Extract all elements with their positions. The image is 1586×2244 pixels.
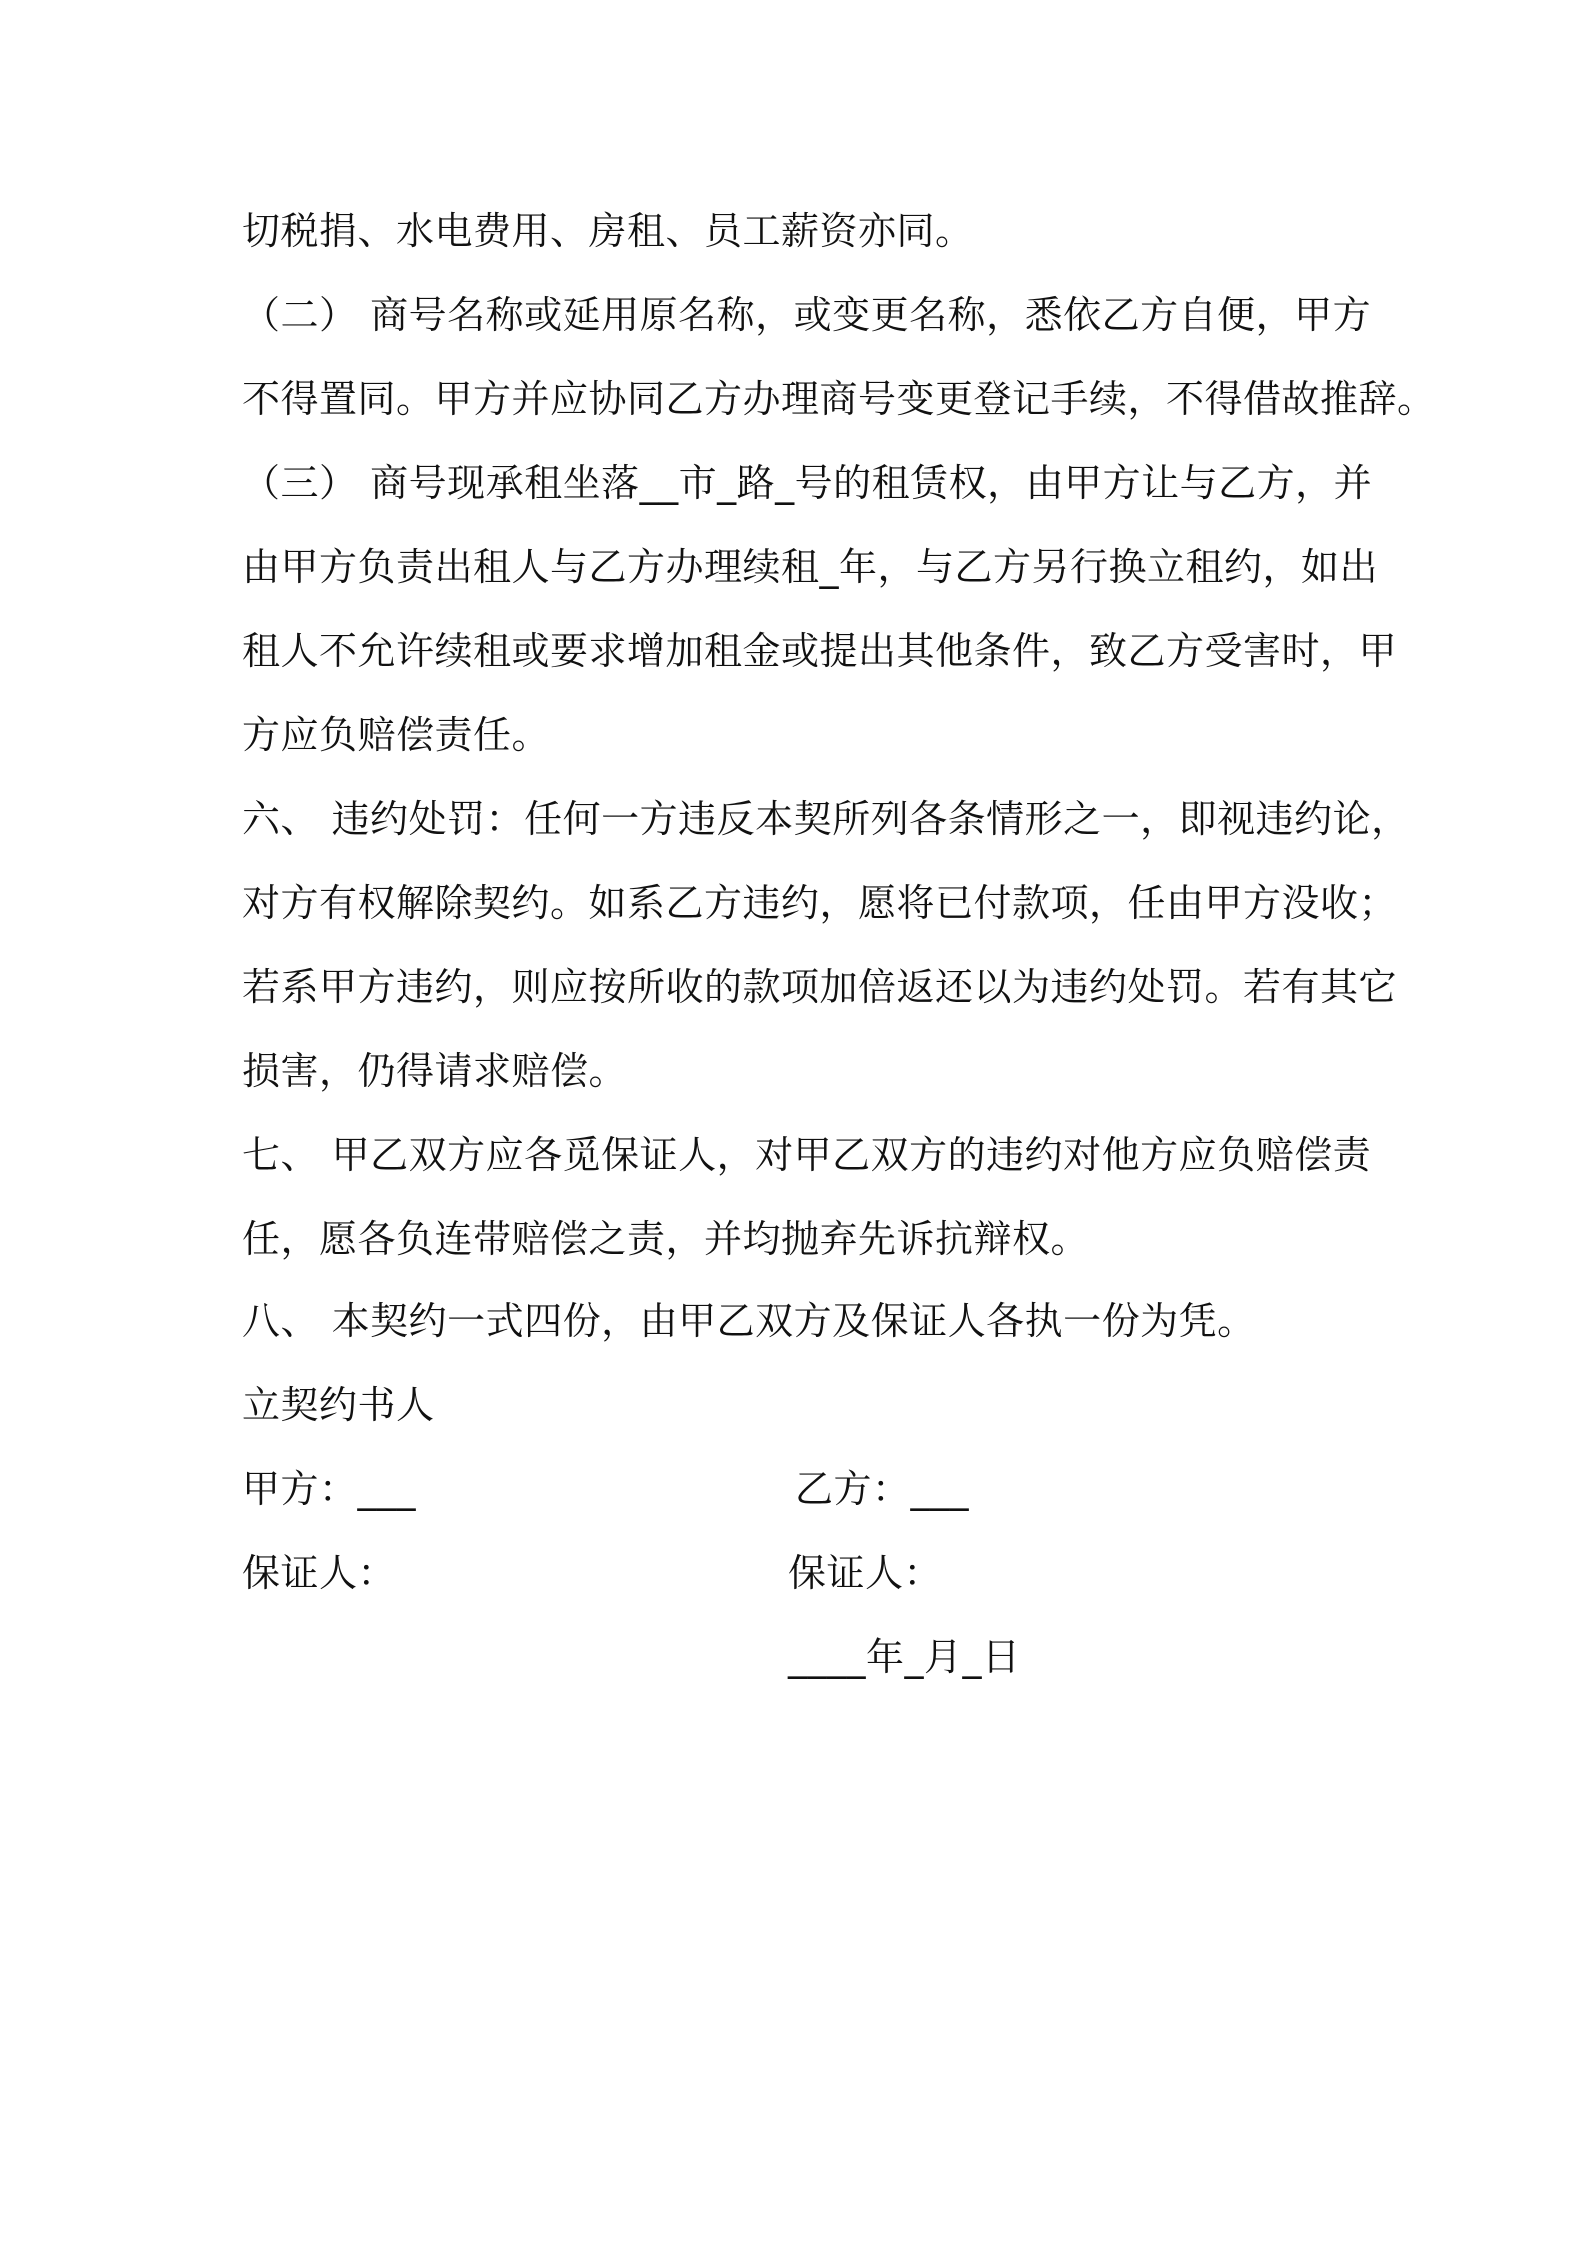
paragraph-line-9: 对方有权解除契约。如系乙方违约，愿将已付款项，任由甲方没收； bbox=[242, 881, 1398, 925]
paragraph-line-2: （二） 商号名称或延用原名称，或变更名称，悉依乙方自便，甲方 bbox=[242, 293, 1372, 337]
paragraph-line-5: 由甲方负责出租人与乙方办理续租_年，与乙方另行换立租约，如出 bbox=[242, 545, 1379, 589]
paragraph-line-10: 若系甲方违约，则应按所收的款项加倍返还以为违约处罚。若有其它 bbox=[242, 965, 1398, 1009]
paragraph-line-1: 切税捐、水电费用、房租、员工薪资亦同。 bbox=[242, 209, 974, 253]
paragraph-line-6: 租人不允许续租或要求增加租金或提出其他条件，致乙方受害时，甲 bbox=[242, 629, 1398, 673]
party-b-signature: 乙方：___ bbox=[795, 1467, 970, 1511]
paragraph-line-4: （三） 商号现承租坐落__市_路_号的租赁权，由甲方让与乙方，并 bbox=[242, 461, 1373, 505]
paragraph-line-7: 方应负赔偿责任。 bbox=[242, 713, 551, 757]
paragraph-line-8: 六、 违约处罚：任何一方违反本契所列各条情形之一，即视违约论， bbox=[242, 797, 1410, 841]
guarantor-left: 保证人： bbox=[242, 1551, 397, 1595]
party-a-signature: 甲方：___ bbox=[242, 1467, 417, 1511]
paragraph-line-13: 任，愿各负连带赔偿之责，并均抛弃先诉抗辩权。 bbox=[242, 1217, 1090, 1261]
guarantor-right: 保证人： bbox=[788, 1551, 943, 1595]
signing-date: ____年_月_日 bbox=[788, 1635, 1021, 1679]
paragraph-line-3: 不得置同。甲方并应协同乙方办理商号变更登记手续，不得借故推辞。 bbox=[242, 377, 1436, 421]
signatories-heading: 立契约书人 bbox=[242, 1383, 435, 1427]
paragraph-line-14: 八、 本契约一式四份，由甲乙双方及保证人各执一份为凭。 bbox=[242, 1299, 1256, 1343]
paragraph-line-11: 损害，仍得请求赔偿。 bbox=[242, 1049, 628, 1093]
paragraph-line-12: 七、 甲乙双方应各觅保证人，对甲乙双方的违约对他方应负赔偿责 bbox=[242, 1133, 1372, 1177]
